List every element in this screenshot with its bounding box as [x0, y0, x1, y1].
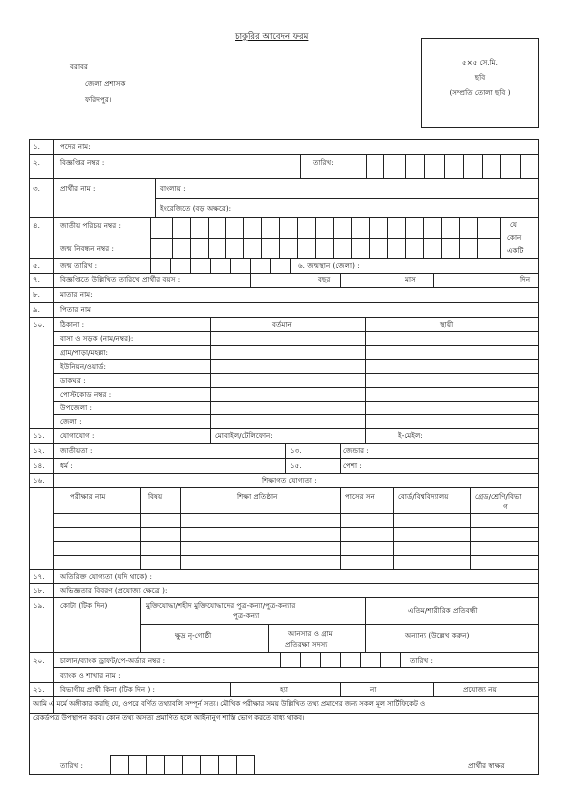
- age-year-label: বছর: [318, 275, 331, 284]
- row-number: ১০.: [33, 320, 45, 329]
- birth-district-label: ৬. জন্মস্থান (জেলা) :: [298, 261, 360, 270]
- row-number: ১৪.: [33, 461, 45, 470]
- option-no[interactable]: না: [370, 685, 377, 694]
- quota-ansar: প্রতিরক্ষা সদস্য: [285, 640, 328, 649]
- address-field-label: জেলা :: [60, 417, 82, 426]
- photo-note: (সম্প্রতি তোলা ছবি ): [449, 88, 511, 97]
- occupation-label: পেশা :: [343, 461, 362, 470]
- permanent-address-header: স্থায়ী: [440, 320, 454, 329]
- address-field-label: পোস্টকোড নম্বর :: [60, 390, 112, 399]
- row-number: ১৬.: [33, 476, 45, 485]
- mother-name-label: মাতার নাম:: [60, 290, 93, 299]
- row-number: ২১.: [33, 685, 45, 694]
- photo-label: ছবি: [474, 73, 486, 82]
- religion-label: ধর্ম :: [60, 461, 73, 470]
- address-label: ঠিকানা :: [60, 320, 85, 329]
- father-name-label: পিতার নাম: [60, 305, 92, 314]
- option-not-applicable[interactable]: প্রযোজ্য নয়: [463, 685, 497, 694]
- edu-header: শিক্ষা প্রতিষ্ঠান: [237, 492, 278, 501]
- row-number: ২.: [33, 158, 40, 167]
- row-number: ১৭.: [33, 572, 45, 581]
- circular-number-label: বিজ্ঞপ্তির নম্বর :: [60, 158, 105, 167]
- experience-label: অভিজ্ঞতার বিবরণ (প্রযোজ্য ক্ষেত্রে ):: [60, 586, 168, 595]
- birth-date-label: জন্ম তারিখ :: [60, 261, 98, 270]
- row-number: ৩.: [33, 184, 40, 193]
- edu-header: পরীক্ষার নাম: [70, 492, 106, 501]
- form-title: চাকুরির আবেদন ফরম: [235, 32, 309, 42]
- nid-label: জাতীয় পরিচয় নম্বর :: [60, 221, 121, 230]
- addressee-line3: ফরিদপুর।: [85, 95, 112, 104]
- quota-label: কোটা (টিক দিন): [60, 601, 108, 610]
- education-label: শিক্ষাগত যোগ্যতা :: [262, 476, 317, 485]
- row-number: ১২.: [33, 446, 45, 455]
- nationality-label: জাতীয়তা :: [60, 446, 93, 455]
- edu-header: পাসের সন: [345, 492, 375, 501]
- declaration-line: রেকর্ডপত্র উপস্থাপন করব। কোন তথ্য অসত্য প্রমাণিত হলে আইনানুগ শাস্তি ভোগ করতে বাধ্য থাকব।: [33, 714, 305, 722]
- row-number: ৯.: [33, 305, 40, 314]
- challan-number-label: চালান/ব্যাংক ড্রাফট/পে-অর্ডার নম্বর :: [60, 656, 166, 665]
- contact-label: যোগাযোগ :: [60, 431, 95, 440]
- age-label: বিজ্ঞপ্তিতে উল্লিখিত তারিখে প্রার্থীর বয়স :: [60, 275, 181, 284]
- id-choice-note: একটি: [507, 246, 524, 255]
- address-field-label: গ্রাম/পাড়া/মহল্লা:: [60, 348, 108, 357]
- gender-label: জেন্ডার :: [343, 446, 369, 455]
- email-label: ই-মেইল:: [398, 431, 423, 440]
- row-number: ১.: [33, 142, 40, 151]
- signature-label: প্রার্থীর স্বাক্ষর: [468, 761, 505, 770]
- row-number: ৪.: [33, 221, 40, 230]
- edu-header: বিষয়: [148, 492, 163, 501]
- row-number: ১৩.: [290, 446, 302, 455]
- bank-branch-label: ব্যাংক ও শাখার নাম :: [60, 671, 121, 680]
- row-number: ৫.: [33, 261, 40, 270]
- quota-ansar: আনসার ও গ্রাম: [288, 629, 333, 638]
- present-address-header: বর্তমান: [272, 320, 292, 329]
- id-choice-note: যে: [510, 220, 518, 229]
- quota-orphan-disabled: এতিম/শারীরিক প্রতিবন্ধী: [408, 606, 478, 615]
- age-month-label: মাস: [405, 275, 416, 284]
- name-english-label: ইংরেজিতে (বড় অক্ষরে):: [160, 204, 232, 213]
- row-number: ১১.: [33, 431, 45, 440]
- addressee-line1: বরাবর: [70, 62, 88, 71]
- photo-box[interactable]: [421, 38, 539, 128]
- row-number: ১৮.: [33, 586, 45, 595]
- challan-date-label: তারিখ :: [410, 656, 433, 665]
- name-bangla-label: বাংলায় :: [160, 184, 186, 193]
- age-day-label: দিন: [520, 275, 531, 284]
- addressee-line2: জেলা প্রশাসক: [85, 79, 126, 88]
- applicant-name-label: প্রার্থীর নাম :: [60, 184, 96, 193]
- address-field-label: উপজেলা :: [60, 403, 92, 412]
- address-field-label: ইউনিয়ন/ওয়ার্ড:: [60, 362, 106, 371]
- photo-size-label: ৫×৫ সে.মি.: [462, 58, 498, 67]
- quota-others: অন্যান্য (উল্লেখ করুন): [405, 631, 470, 640]
- row-number: ১৯.: [33, 601, 45, 610]
- quota-ethnic-minority: ক্ষুদ্র নৃ-গোষ্ঠী: [175, 631, 212, 640]
- row-number: ১৫.: [290, 461, 302, 470]
- id-choice-note: কোন: [507, 233, 522, 242]
- quota-freedom-fighter: পুত্র-কন্যা: [233, 611, 260, 620]
- birth-reg-label: জন্ম নিবন্ধন নম্বর :: [60, 244, 114, 253]
- footer-date-label: তারিখ :: [60, 761, 83, 770]
- option-yes[interactable]: হ্যা: [280, 685, 288, 694]
- extra-qualification-label: অতিরিক্ত যোগ্যতা (যদি থাকে) :: [60, 572, 152, 581]
- mobile-label: মোবাইল/টেলিফোন:: [215, 431, 273, 440]
- circular-date-label: তারিখ:: [313, 158, 334, 167]
- departmental-candidate-label: বিভাগীয় প্রার্থী কিনা (টিক দিন ) :: [60, 685, 155, 694]
- address-field-label: ডাকঘর :: [60, 376, 86, 385]
- declaration-line: আমি এ মর্মে অঙ্গীকার করছি যে, ওপরে বর্ণিত তথ্যাবলি সম্পূর্ন সত্য। মৌখিক পরীক্ষার সময় উল্লিখিত তথ্য প্রমাণের জন্য সকল মূল সার্টিফিকেট ও: [33, 700, 426, 708]
- row-number: ৭.: [33, 275, 40, 284]
- edu-header: গ্রেড/শ্রেণি/বিভা: [475, 492, 522, 501]
- edu-header: বোর্ড/বিশ্ববিদ্যালয়: [398, 492, 449, 501]
- quota-freedom-fighter: মুক্তিযোদ্ধা/শহীদ মুক্তিযোদ্ধাদের পুত্র-কন্যা/পুত্র-কন্যার: [146, 601, 296, 610]
- row-number: ৮.: [33, 290, 40, 299]
- row-number: ২০.: [33, 656, 45, 665]
- post-name-label: পদের নাম:: [60, 142, 91, 151]
- address-field-label: বাসা ও সড়ক (নাম/নম্বর):: [60, 334, 134, 343]
- edu-header: গ: [503, 502, 508, 511]
